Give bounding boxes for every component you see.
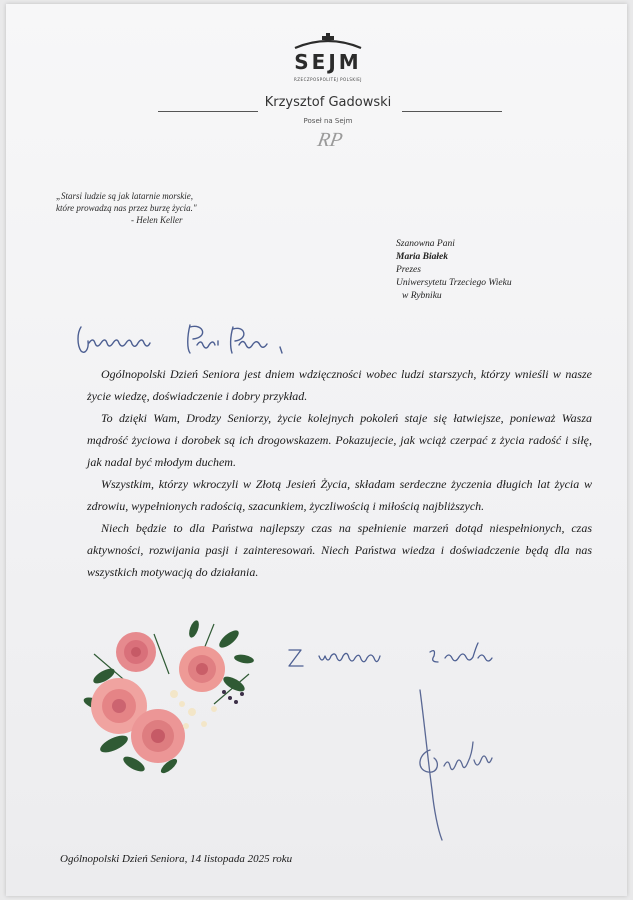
divider-right [402, 111, 502, 112]
quote-author: - Helen Keller [131, 215, 183, 225]
sejm-logo [287, 32, 369, 96]
handwritten-closing-script [285, 630, 545, 680]
logo-subtext: RZECZPOSPOLITEJ POLSKIEJ [294, 77, 362, 82]
handwritten-greeting [75, 315, 325, 370]
letter-body [87, 363, 592, 583]
quote-line-1: „Starsi ludzie są jak latarnie morskie, [56, 191, 193, 201]
quote-line-2: które prowadzą nas przez burzę życia." [56, 203, 197, 213]
recipient-title: Prezes [396, 265, 421, 275]
recipient-institution: Uniwersytetu Trzeciego Wieku [396, 278, 512, 288]
rose-bouquet-icon [74, 614, 264, 784]
sender-name: Krzysztof Gadowski [264, 95, 392, 110]
recipient-name: Maria Białek [396, 252, 448, 262]
sender-position: Poseł na Sejm [303, 117, 353, 125]
footer-date-line: Ogólnopolski Dzień Seniora, 14 listopada 2025 roku [60, 853, 293, 865]
handwritten-signature [410, 680, 530, 850]
logo-wordmark: SEJM [294, 50, 362, 74]
sender-position-suffix: RP [315, 129, 345, 151]
body-paragraph-3: Wszystkim, którzy wkroczyli w Złotą Jesień Życia, składam serdeczne życzenia długich lat życia w zdrowiu, wypełnionych radością, szacunkiem, życzliwością i miłością najbliższych. [87, 477, 592, 513]
epigraph-quote [56, 190, 256, 226]
handwritten-closing [285, 630, 545, 685]
flower-bouquet-illustration [74, 614, 264, 789]
body-paragraph-4: Niech będzie to dla Państwa najlepszy czas na spełnienie marzeń dotąd niespełnionych, czas aktywności, rozwijania pasji i zainteresowań. Niech Państwa wiedza i doświadczenie będą dla nas wszystkich motywacją do działania. [87, 521, 592, 579]
signature [410, 680, 530, 855]
divider-left [158, 111, 258, 112]
recipient-address [396, 238, 586, 303]
recipient-city: w Rybniku [402, 291, 442, 301]
body-paragraph-2: To dzięki Wam, Drodzy Seniorzy, życie kolejnych pokoleń staje się łatwiejsze, ponieważ Wasza mądrość życiowa i dorobek są ich drogowskazem. Pokazujecie, jak wciąż czerpać z życia radość i siłę, jak nadal być młodym duchem. [87, 411, 592, 469]
body-paragraph-1: Ogólnopolski Dzień Seniora jest dniem wdzięczności wobec ludzi starszych, którzy wnieśli w nasze życie wiedzę, doświadczenie i dobry przykład. [87, 367, 592, 403]
handwritten-greeting-script [75, 315, 325, 365]
recipient-salutation: Szanowna Pani [396, 239, 455, 249]
